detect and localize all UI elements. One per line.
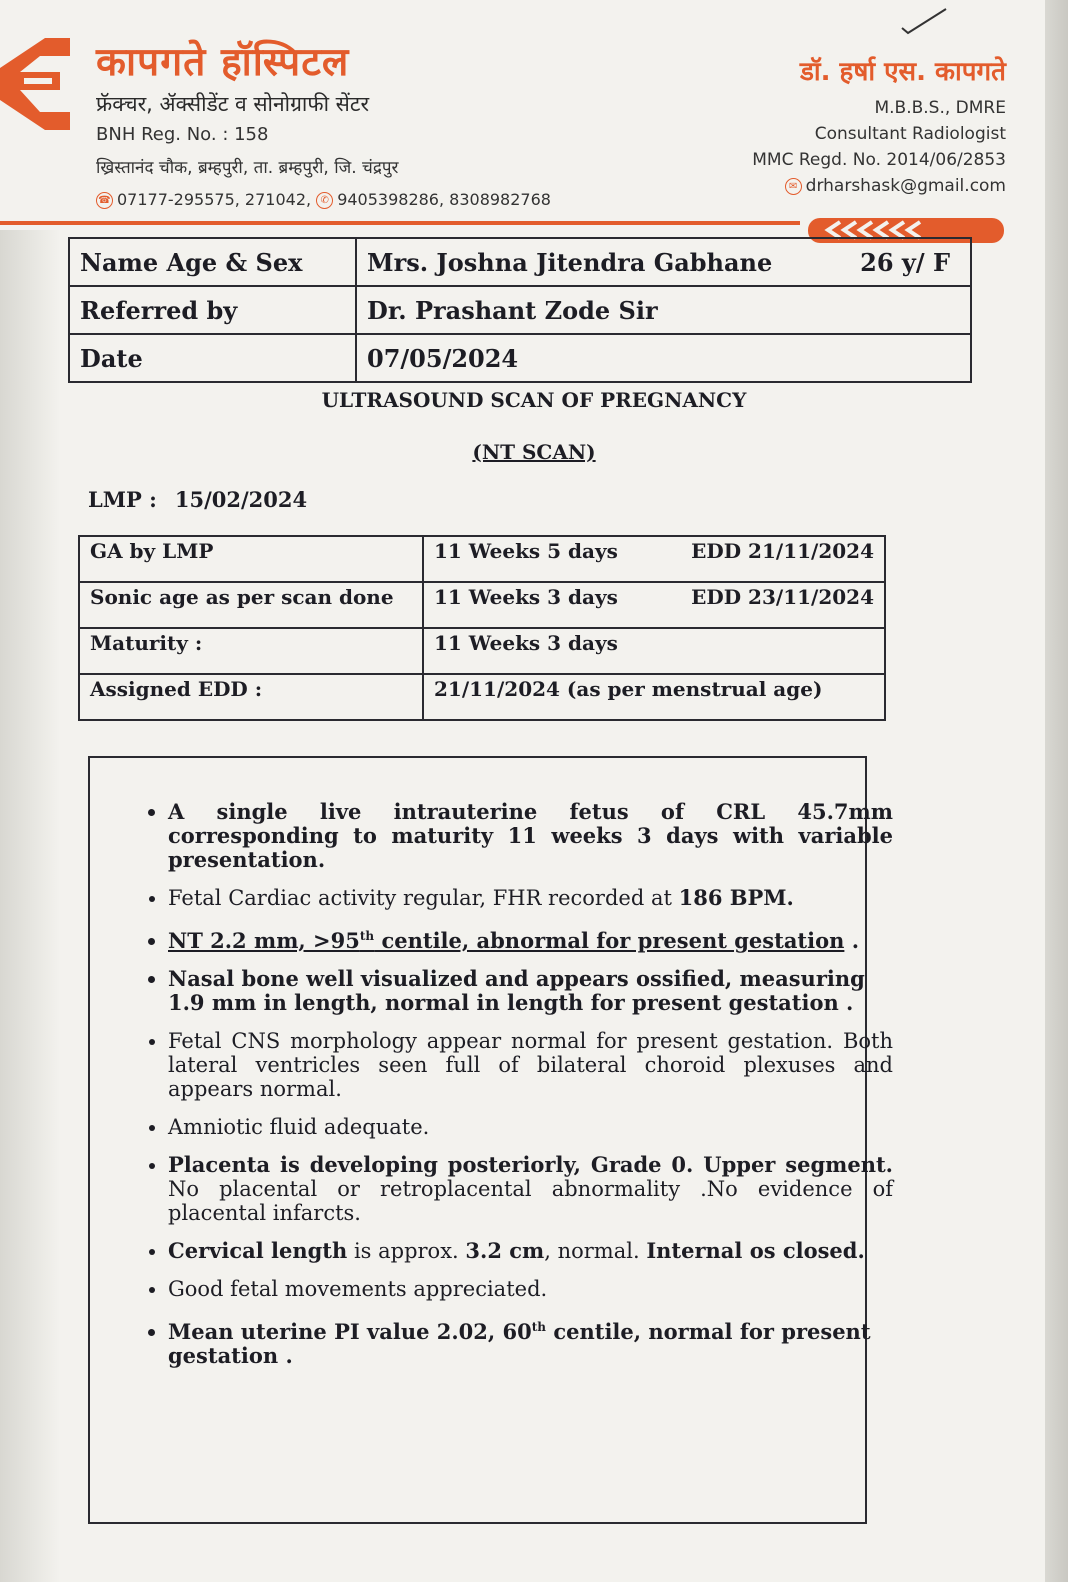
hospital-address: ख्रिस्तानंद चौक, ब्रम्हपुरी, ता. ब्रम्हपुरी, जि. चंद्रपुर [96, 158, 399, 178]
table-row [79, 582, 885, 628]
finding-cervix [168, 1239, 893, 1263]
doctor-registration: MMC Regd. No. 2014/06/2853 [752, 150, 1006, 170]
finding-fhr [168, 886, 893, 910]
phone-numbers [96, 190, 551, 209]
report-subtitle: (NT SCAN) [472, 440, 596, 464]
finding-cns: • Fetal CNS morphology appear normal for present gestation. Both lateral ventricles seen full of bilateral choroid plexuses and appears normal. [168, 1029, 893, 1101]
table-row [79, 674, 885, 720]
hospital-name: कापगते हॉस्पिटल [96, 40, 350, 85]
doctor-role: Consultant Radiologist [814, 124, 1006, 144]
ga-edd: EDD 21/11/2024 [691, 539, 874, 563]
placenta-bold: Placenta is developing posteriorly, Grade 0. Upper segment. [168, 1152, 893, 1177]
patient-info-table [68, 237, 972, 383]
sonic-label: Sonic age as per scan done [79, 582, 423, 628]
date-value: 07/05/2024 [356, 334, 971, 382]
mobile-icon: ✆ [316, 192, 333, 209]
name-label: Name Age & Sex [69, 238, 356, 286]
pi-value: Mean uterine PI value 2.02, 60 [168, 1319, 532, 1344]
table-row [69, 286, 971, 334]
report-title: ULTRASOUND SCAN OF PREGNANCY [321, 388, 747, 412]
finding-amniotic-fluid: • Amniotic fluid adequate. [168, 1115, 893, 1139]
table-row [69, 334, 971, 382]
lmp-label: LMP : [88, 487, 157, 512]
patient-name: Mrs. Joshna Jitendra Gabhane [367, 247, 773, 277]
doctor-degree: M.B.B.S., DMRE [874, 98, 1006, 118]
page-shadow [0, 230, 60, 1582]
maturity-value: 11 Weeks 3 days [423, 628, 885, 674]
maturity-label: Maturity : [79, 628, 423, 674]
sonic-cell [423, 582, 885, 628]
assigned-edd-value: 21/11/2024 (as per menstrual age) [423, 674, 885, 720]
ga-cell [423, 536, 885, 582]
placenta-text: No placental or retroplacental abnormality .No evidence of placental infarcts. [168, 1177, 893, 1225]
checkmark-icon [900, 6, 948, 36]
ga-value: 11 Weeks 5 days [434, 539, 618, 563]
hospital-logo [0, 38, 70, 130]
fhr-text: Fetal Cardiac activity regular, FHR recorded at [168, 886, 679, 910]
lmp-row [88, 487, 307, 512]
nt-sup: th [359, 929, 375, 943]
cervix-os: Internal os closed. [646, 1238, 865, 1263]
nt-remark: centile, abnormal for present gestation [374, 928, 845, 953]
finding-placenta [168, 1153, 893, 1225]
patient-age-sex: 26 y/ F [860, 247, 950, 277]
date-label: Date [69, 334, 356, 382]
gestational-age-table [78, 535, 886, 721]
table-row [79, 536, 885, 582]
doctor-email-row [785, 176, 1006, 196]
table-row [69, 238, 971, 286]
cervix-text1: is approx. [347, 1239, 466, 1263]
referred-label: Referred by [69, 286, 356, 334]
nt-end: . [844, 928, 860, 953]
referred-value: Dr. Prashant Zode Sir [356, 286, 971, 334]
page-edge [1045, 0, 1068, 1582]
sonic-edd: EDD 23/11/2024 [691, 585, 874, 609]
header-divider [0, 221, 800, 225]
finding-movements: • Good fetal movements appreciated. [168, 1277, 893, 1301]
ga-label: GA by LMP [79, 536, 423, 582]
phone-icon: ☎ [96, 192, 113, 209]
nt-text [168, 928, 844, 953]
landline-numbers: 07177-295575, 271042, [117, 190, 312, 209]
doctor-name: डॉ. हर्षा एस. कापगते [799, 57, 1006, 87]
lmp-value: 15/02/2024 [174, 487, 308, 512]
hospital-subtitle: फ्रॅक्चर, ॲक्सीडेंट व सोनोग्राफी सेंटर [96, 92, 370, 116]
name-cell [356, 238, 971, 286]
assigned-edd-label: Assigned EDD : [79, 674, 423, 720]
findings-list [130, 800, 893, 1382]
pi-remark: centile, normal for present gestation . [168, 1319, 871, 1368]
cervix-label: Cervical length [168, 1238, 348, 1263]
finding-crl: • A single live intrauterine fetus of CRL 45.7mm corresponding to maturity 11 weeks 3 days with variable presentation. [168, 800, 893, 872]
email-icon: ✉ [785, 178, 802, 195]
cervix-text2: , normal. [544, 1239, 647, 1263]
nt-value: NT 2.2 mm, >95 [168, 928, 360, 953]
pi-sup: th [531, 1320, 547, 1334]
table-row [79, 628, 885, 674]
cervix-value: 3.2 cm [465, 1238, 545, 1263]
finding-nasal-bone: • Nasal bone well visualized and appears ossified, measuring 1.9 mm in length, normal in length for present gestation . [168, 967, 893, 1015]
mobile-numbers: 9405398286, 8308982768 [337, 190, 551, 209]
registration-number: BNH Reg. No. : 158 [96, 124, 269, 145]
fhr-value: 186 BPM. [678, 885, 794, 910]
doctor-email: drharshask@gmail.com [805, 176, 1006, 196]
sonic-value: 11 Weeks 3 days [434, 585, 618, 609]
finding-nt [168, 924, 893, 953]
finding-uterine-pi [168, 1315, 893, 1368]
